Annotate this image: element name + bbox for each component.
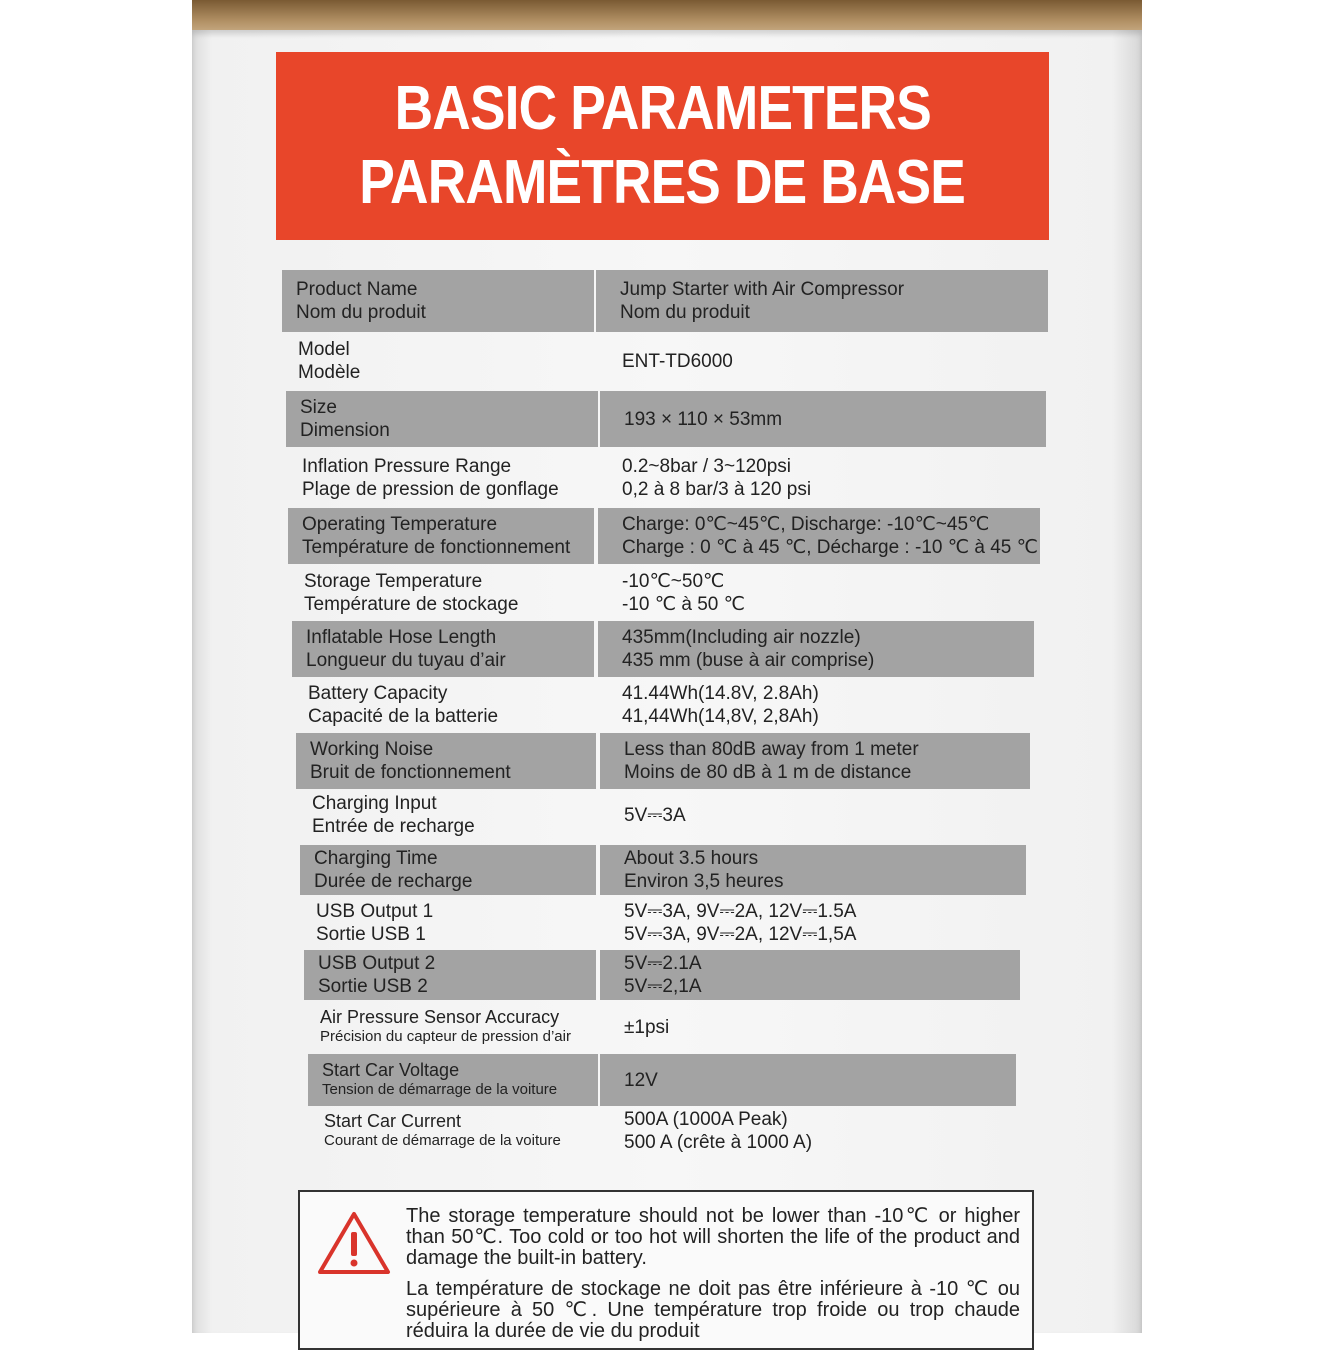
spec-label-french: Plage de pression de gonflage [302,479,559,500]
spec-value-line-1: 5V⎓3A [624,804,686,826]
spec-label [306,1002,596,1052]
spec-row [0,789,1333,841]
spec-value-line-2: Environ 3,5 heures [624,871,784,892]
warning-text-french: La température de stockage ne doit pas être inférieure à -10 ℃ ou supérieure à 50 ℃. Une température trop froide ou trop chaude réduira la durée de vie du produit [406,1278,1020,1342]
spec-row [0,733,1333,789]
spec-value-line-1: 0.2~8bar / 3~120psi [622,456,792,477]
spec-row [0,845,1333,895]
spec-value-line-1: Less than 80dB away from 1 meter [624,739,919,760]
spec-value [600,898,1022,948]
spec-value [598,450,1042,506]
spec-label-french: Température de stockage [304,594,519,615]
spec-label-french: Entrée de recharge [312,816,475,837]
spec-label [284,333,596,389]
spec-value-line-1: 41.44Wh(14.8V, 2.8Ah) [622,683,819,704]
spec-value [600,789,1028,841]
spec-label-english: Inflatable Hose Length [306,627,497,648]
spec-label [292,621,594,677]
warning-triangle-icon [316,1210,392,1276]
spec-value [598,566,1036,620]
spec-label-english: Size [300,397,337,418]
spec-label-english: Start Car Voltage [322,1060,460,1080]
spec-value-line-2: 5V⎓2,1A [624,976,702,997]
spec-label [290,566,594,620]
spec-label-english: USB Output 2 [318,953,436,974]
spec-label [300,845,596,895]
spec-value-line-1: About 3.5 hours [624,848,759,869]
spec-label-french: Durée de recharge [314,871,473,892]
header-banner [276,52,1049,240]
spec-value-line-1: 5V⎓3A, 9V⎓2A, 12V⎓1.5A [624,901,857,922]
spec-label-french: Tension de démarrage de la voiture [322,1081,558,1098]
spec-label [288,450,594,506]
spec-label-french: Capacité de la batterie [308,706,499,727]
warning-text [406,1206,1020,1352]
spec-label [282,270,594,332]
spec-value [600,733,1030,789]
spec-label-english: Battery Capacity [308,683,448,704]
spec-value [598,333,1048,389]
spec-label-english: Operating Temperature [302,514,498,535]
spec-label [288,508,594,564]
spec-value [598,508,1040,564]
spec-value-line-1: Jump Starter with Air Compressor [620,279,905,300]
spec-label-english: Model [298,339,350,360]
spec-value-line-2: Moins de 80 dB à 1 m de distance [624,762,912,783]
spec-label-french: Modèle [298,362,361,383]
spec-row [0,333,1333,389]
spec-value [600,1106,1014,1156]
spec-value [600,950,1020,1000]
spec-value-line-2: 435 mm (buse à air comprise) [622,650,875,671]
spec-value [596,270,1048,332]
spec-value [600,391,1046,447]
spec-value [598,678,1030,732]
spec-value-line-1: 12V [624,1069,658,1091]
box-top-flap [192,0,1142,34]
spec-value-line-2: 5V⎓3A, 9V⎓2A, 12V⎓1,5A [624,924,857,945]
spec-value-line-1: Charge: 0℃~45℃, Discharge: -10℃~45℃ [622,514,990,535]
spec-label-english: Charging Input [312,793,437,814]
spec-value-line-2: 41,44Wh(14,8V, 2,8Ah) [622,706,819,727]
spec-value [600,845,1026,895]
spec-label [308,1054,598,1106]
spec-value-line-1: 435mm(Including air nozzle) [622,627,861,648]
spec-value-line-1: ENT-TD6000 [622,350,733,372]
spec-value-line-2: -10 ℃ à 50 ℃ [622,594,745,615]
spec-value-line-1: 193 × 110 × 53mm [624,408,783,430]
spec-label [310,1106,598,1156]
spec-value-line-2: 500 A (crête à 1000 A) [624,1132,813,1153]
spec-row [0,1106,1333,1156]
spec-value-line-2: 0,2 à 8 bar/3 à 120 psi [622,479,812,500]
warning-box [298,1190,1034,1350]
spec-row [0,950,1333,1000]
spec-label-english: Start Car Current [324,1111,462,1131]
spec-row [0,621,1333,677]
spec-label-english: USB Output 1 [316,901,434,922]
spec-row [0,391,1333,447]
spec-value-line-1: ±1psi [624,1016,670,1038]
title-french: PARAMÈTRES DE BASE [359,148,966,217]
spec-label-french: Sortie USB 2 [318,976,428,997]
spec-value [598,621,1034,677]
spec-value-line-1: -10℃~50℃ [622,571,725,592]
spec-value-line-2: Nom du produit [620,302,750,323]
spec-label [304,950,596,1000]
spec-value [600,1054,1016,1106]
spec-row [0,1002,1333,1052]
spec-label-english: Inflation Pressure Range [302,456,512,477]
spec-label-english: Charging Time [314,848,438,869]
spec-label [296,733,596,789]
spec-label-french: Longueur du tuyau d’air [306,650,506,671]
spec-label-english: Product Name [296,279,418,300]
spec-row [0,898,1333,948]
spec-row [0,270,1333,332]
spec-row [0,566,1333,620]
spec-label-french: Bruit de fonctionnement [310,762,511,783]
spec-label-french: Sortie USB 1 [316,924,426,945]
spec-label-french: Dimension [300,420,390,441]
spec-row [0,678,1333,732]
spec-value [600,1002,1018,1052]
spec-label-french: Précision du capteur de pression d’air [320,1028,571,1045]
spec-label-english: Storage Temperature [304,571,483,592]
title-english: BASIC PARAMETERS [394,74,931,143]
spec-label [302,898,596,948]
spec-label [286,391,598,447]
spec-label-english: Working Noise [310,739,434,760]
spec-value-line-1: 5V⎓2.1A [624,953,702,974]
spec-label-english: Air Pressure Sensor Accuracy [320,1007,560,1027]
spec-label-french: Courant de démarrage de la voiture [324,1132,561,1149]
warning-text-english: The storage temperature should not be lower than -10℃ or higher than 50℃. Too cold or too hot will shorten the life of the product and damage the built-in battery. [406,1205,1020,1269]
spec-row [0,1054,1333,1106]
spec-row [0,450,1333,506]
spec-value-line-1: 500A (1000A Peak) [624,1109,788,1130]
spec-row [0,508,1333,564]
spec-label-french: Nom du produit [296,302,426,323]
spec-label-french: Température de fonctionnement [302,537,571,558]
spec-value-line-2: Charge : 0 ℃ à 45 ℃, Décharge : -10 ℃ à 45 ℃ [622,537,1038,558]
spec-label [294,678,594,732]
spec-label [298,789,596,841]
